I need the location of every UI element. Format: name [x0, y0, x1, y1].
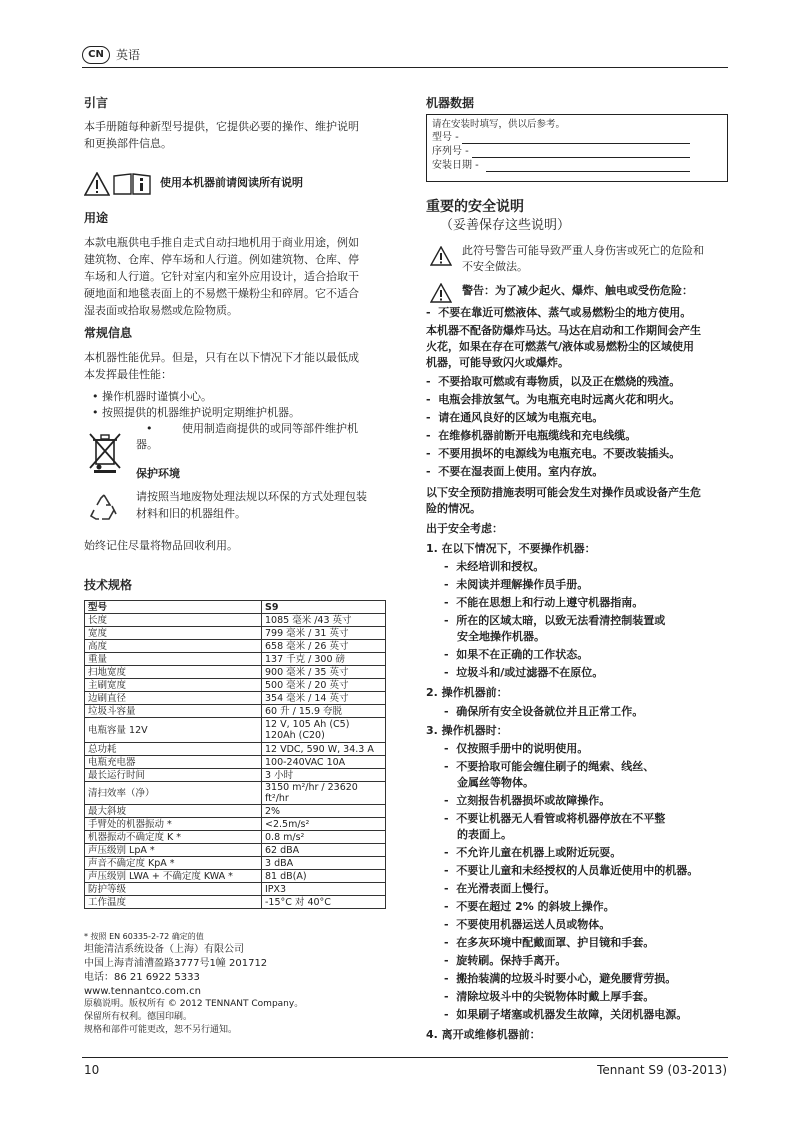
spec-value: 60 升 / 15.9 夸脱	[262, 705, 386, 718]
list-item: - 确保所有安全设备就位并且正常工作。	[444, 705, 644, 718]
table-row	[85, 614, 386, 627]
rights-text: 保留所有权利。德国印刷。	[84, 1012, 193, 1022]
spec-value: 799 毫米 / 31 英寸	[262, 627, 386, 640]
section-4-heading: 4. 离开或维修机器前：	[426, 1028, 541, 1041]
list-item: - 在多灰环境中配戴面罩、护目镜和手套。	[444, 936, 655, 949]
general-bullet-marker: •	[146, 422, 153, 435]
warning-item: - 不要在湿表面上使用。室内存放。	[426, 465, 604, 478]
table-row	[85, 831, 386, 844]
use-title: 用途	[84, 211, 109, 225]
spec-value: 1085 毫米 /43 英寸	[262, 614, 386, 627]
spec-value: 3 小时	[262, 769, 386, 782]
company-website: www.tennantco.com.cn	[84, 986, 201, 997]
list-item: - 旋转刷。保持手离开。	[444, 954, 567, 967]
warning-item: - 不要用损坏的电源线为电瓶充电。不要改装插头。	[426, 447, 681, 460]
page-number: 10	[84, 1063, 100, 1077]
spec-value: 900 毫米 / 35 英寸	[262, 666, 386, 679]
list-item: - 不能在思想上和行动上遵守机器指南。	[444, 596, 644, 609]
list-item: - 仅按照手册中的说明使用。	[444, 742, 589, 755]
spec-label: 工作温度	[85, 896, 262, 909]
warning-item: - 电瓶会排放氢气。为电瓶充电时远离火花和明火。	[426, 393, 681, 406]
table-row	[85, 857, 386, 870]
general-bullet-line: 器。	[136, 438, 158, 451]
intro-text-line: 本手册随每种新型号提供，它提供必要的操作、维护说明	[84, 120, 359, 133]
warning-item: - 不要拾取可燃或有毒物质，以及正在燃烧的残渣。	[426, 375, 681, 388]
footer-rule	[82, 1057, 728, 1058]
table-row	[85, 640, 386, 653]
use-text-line: 车场和人行道。它针对室内和室外应用设计，适合拾取干	[84, 270, 359, 283]
section-1-heading: 1. 在以下情况下，不要操作机器：	[426, 542, 596, 555]
symbol-text-line: 不安全做法。	[462, 260, 528, 273]
safety-title: 重要的安全说明	[426, 199, 524, 215]
caution-line: 以下安全预防措施表明可能会发生对操作员或设备产生危	[426, 486, 701, 499]
warning-paragraph-line: 本机器不配备防爆炸马达。马达在启动和工作期间会产生	[426, 324, 701, 337]
spec-value: 658 毫米 / 26 英寸	[262, 640, 386, 653]
list-item: - 不要拾取可能会缠住刷子的绳索、线丝、	[444, 760, 655, 773]
spec-value: <2.5m/s²	[262, 818, 386, 831]
general-bullet-line: 使用制造商提供的或同等部件维护机	[182, 422, 358, 435]
spec-value: 62 dBA	[262, 844, 386, 857]
spec-value: 12 VDC, 590 W, 34.3 A	[262, 743, 386, 756]
intro-text-line: 和更换部件信息。	[84, 137, 172, 150]
warning-paragraph-line: 火花，如果在存在可燃蒸气/液体或易燃粉尘的区域使用	[426, 340, 695, 353]
general-text-line: 本发挥最佳性能：	[84, 368, 172, 381]
warning-item: - 在维修机器前断开电瓶缆线和充电线缆。	[426, 429, 637, 442]
general-bullet: • 按照提供的机器维护说明定期维护机器。	[92, 406, 300, 419]
caution-line: 险的情况。	[426, 502, 481, 515]
table-row	[85, 805, 386, 818]
table-row	[85, 705, 386, 718]
list-item: - 搬抬装满的垃圾斗时要小心，避免腰背劳损。	[444, 972, 677, 985]
table-row	[85, 844, 386, 857]
spec-title: 技术规格	[84, 578, 133, 592]
model-label: 型号 -	[432, 132, 459, 143]
list-item: - 未经培训和授权。	[444, 560, 545, 573]
model-fill-line	[462, 143, 690, 144]
spec-value: 81 dB(A)	[262, 870, 386, 883]
table-row	[85, 870, 386, 883]
list-item: - 清除垃圾斗中的尖锐物体时戴上厚手套。	[444, 990, 655, 1003]
copyright-text: 原稿说明。版权所有 © 2012 TENNANT Company。	[84, 999, 304, 1009]
company-name: 坦能清洁系统设备（上海）有限公司	[84, 944, 244, 955]
spec-label: 扫地宽度	[85, 666, 262, 679]
use-text-line: 硬地面和地毯表面上的不易燃干燥粉尘和碎屑。它不适合	[84, 287, 359, 300]
company-phone: 电话：86 21 6922 5333	[84, 972, 200, 983]
spec-label: 手臂处的机器振动 *	[85, 818, 262, 831]
table-row	[85, 743, 386, 756]
use-text-line: 湿表面或拾取易燃或危险物质。	[84, 304, 238, 317]
read-instructions-heading: 使用本机器前请阅读所有说明	[160, 176, 303, 189]
warning-item: - 请在通风良好的区域为电瓶充电。	[426, 411, 604, 424]
spec-value: 2%	[262, 805, 386, 818]
warning-item: - 不要在靠近可燃液体、蒸气或易燃粉尘的地方使用。	[426, 306, 692, 319]
table-row	[85, 601, 386, 614]
spec-value: 3150 m²/hr / 23620 ft²/hr	[262, 782, 386, 805]
spec-label: 电瓶充电器	[85, 756, 262, 769]
spec-label: 重量	[85, 653, 262, 666]
list-item: - 不要使用机器运送人员或物体。	[444, 918, 611, 931]
list-item: - 不要让机器无人看管或将机器停放在不平整	[444, 812, 666, 825]
spec-value: 0.8 m/s²	[262, 831, 386, 844]
spec-label: 垃圾斗容量	[85, 705, 262, 718]
spec-label: 总功耗	[85, 743, 262, 756]
spec-label: 主刷宽度	[85, 679, 262, 692]
spec-value: 137 千克 / 300 磅	[262, 653, 386, 666]
spec-label: 最大斜坡	[85, 805, 262, 818]
table-row	[85, 883, 386, 896]
spec-value: IPX3	[262, 883, 386, 896]
document-id: Tennant S9 (03-2013)	[597, 1063, 727, 1077]
section-3-heading: 3. 操作机器时：	[426, 724, 508, 737]
spec-label: 防护等级	[85, 883, 262, 896]
spec-label: 声音不确定度 KpA *	[85, 857, 262, 870]
warning-triangle-icon	[430, 246, 452, 266]
list-item: - 垃圾斗和/或过滤器不在原位。	[444, 666, 604, 679]
fill-note: 请在安装时填写，供以后参考。	[432, 119, 566, 130]
table-row	[85, 818, 386, 831]
spec-label: 高度	[85, 640, 262, 653]
table-row	[85, 627, 386, 640]
intro-title: 引言	[84, 96, 109, 110]
spec-value: 500 毫米 / 20 英寸	[262, 679, 386, 692]
language-label: 英语	[116, 48, 141, 62]
spec-value: 100-240VAC 10A	[262, 756, 386, 769]
serial-fill-line	[472, 157, 690, 158]
warning-triangle-icon	[430, 283, 452, 303]
table-row	[85, 653, 386, 666]
table-row	[85, 756, 386, 769]
list-item: - 在光滑表面上慢行。	[444, 882, 556, 895]
table-row	[85, 679, 386, 692]
general-bullet: • 操作机器时谨慎小心。	[92, 390, 212, 403]
manual-info-icon	[112, 172, 152, 196]
spec-label: 电瓶容量 12V	[85, 718, 262, 743]
install-date-label: 安装日期 -	[432, 160, 479, 171]
environment-text-line: 材料和旧的机器组件。	[136, 507, 246, 520]
list-item: - 如果刷子堵塞或机器发生故障，关闭机器电源。	[444, 1008, 688, 1021]
changes-text: 规格和部件可能更改，恕不另行通知。	[84, 1025, 238, 1035]
header-rule	[82, 67, 728, 68]
list-item: - 未阅读并理解操作员手册。	[444, 578, 589, 591]
serial-label: 序列号 -	[432, 146, 469, 157]
general-info-title: 常规信息	[84, 326, 133, 340]
spec-value: 3 dBA	[262, 857, 386, 870]
table-row	[85, 769, 386, 782]
install-date-fill-line	[486, 171, 690, 172]
for-safety-heading: 出于安全考虑：	[426, 522, 503, 535]
list-item: - 不要让儿童和未经授权的人员靠近使用中的机器。	[444, 864, 699, 877]
warning-paragraph-line: 机器，可能导致闪火或爆炸。	[426, 356, 569, 369]
spec-value: 354 毫米 / 14 英寸	[262, 692, 386, 705]
spec-label: 最长运行时间	[85, 769, 262, 782]
list-item: - 立刻报告机器损坏或故障操作。	[444, 794, 611, 807]
list-item: - 所在的区域太暗，以致无法看清控制装置或	[444, 614, 666, 627]
list-item-continuation: 安全地操作机器。	[457, 630, 545, 643]
list-item: - 如果不在正确的工作状态。	[444, 648, 589, 661]
environment-title: 保护环境	[136, 467, 180, 480]
use-text-line: 建筑物、仓库、停车场和人行道。例如建筑物、仓库、停	[84, 253, 359, 266]
spec-label: 边刷直径	[85, 692, 262, 705]
spec-table	[84, 600, 386, 909]
spec-header-cell: S9	[262, 601, 386, 614]
spec-header-cell: 型号	[85, 601, 262, 614]
safety-subtitle: （妥善保存这些说明）	[440, 218, 571, 233]
spec-label: 声压级别 LWA + 不确定度 KWA *	[85, 870, 262, 883]
table-row	[85, 666, 386, 679]
crossed-bin-icon	[88, 430, 122, 474]
table-row	[85, 692, 386, 705]
table-row	[85, 896, 386, 909]
use-text-line: 本款电瓶供电手推自走式自动扫地机用于商业用途，例如	[84, 236, 359, 249]
warning-heading: 警告：为了减少起火、爆炸、触电或受伤危险：	[462, 284, 693, 297]
recycle-text: 始终记住尽量将物品回收利用。	[84, 539, 238, 552]
spec-label: 长度	[85, 614, 262, 627]
list-item-continuation: 的表面上。	[457, 828, 512, 841]
spec-value: 12 V, 105 Ah (C5) 120Ah (C20)	[262, 718, 386, 743]
general-text-line: 本机器性能优异。但是，只有在以下情况下才能以最低成	[84, 351, 359, 364]
spec-label: 声压级别 LpA *	[85, 844, 262, 857]
recycle-icon	[88, 492, 120, 522]
spec-label: 清扫效率（净）	[85, 782, 262, 805]
spec-footnote: * 按照 EN 60335-2-72 确定的值	[84, 932, 204, 941]
symbol-text-line: 此符号警告可能导致严重人身伤害或死亡的危险和	[462, 244, 704, 257]
environment-text-line: 请按照当地废物处理法规以环保的方式处理包装	[136, 490, 367, 503]
list-item: - 不允许儿童在机器上或附近玩耍。	[444, 846, 622, 859]
section-2-heading: 2. 操作机器前：	[426, 686, 508, 699]
table-row	[85, 718, 386, 743]
spec-label: 宽度	[85, 627, 262, 640]
list-item: - 不要在超过 2% 的斜坡上操作。	[444, 900, 615, 913]
spec-label: 机器振动不确定度 K *	[85, 831, 262, 844]
language-badge: CN	[82, 46, 110, 64]
company-address: 中国上海青浦漕盈路3777号1幢 201712	[84, 958, 268, 969]
spec-value: -15°C 对 40°C	[262, 896, 386, 909]
table-row	[85, 782, 386, 805]
machine-data-title: 机器数据	[426, 96, 475, 110]
warning-triangle-icon	[84, 172, 110, 196]
list-item-continuation: 金属丝等物体。	[457, 776, 534, 789]
